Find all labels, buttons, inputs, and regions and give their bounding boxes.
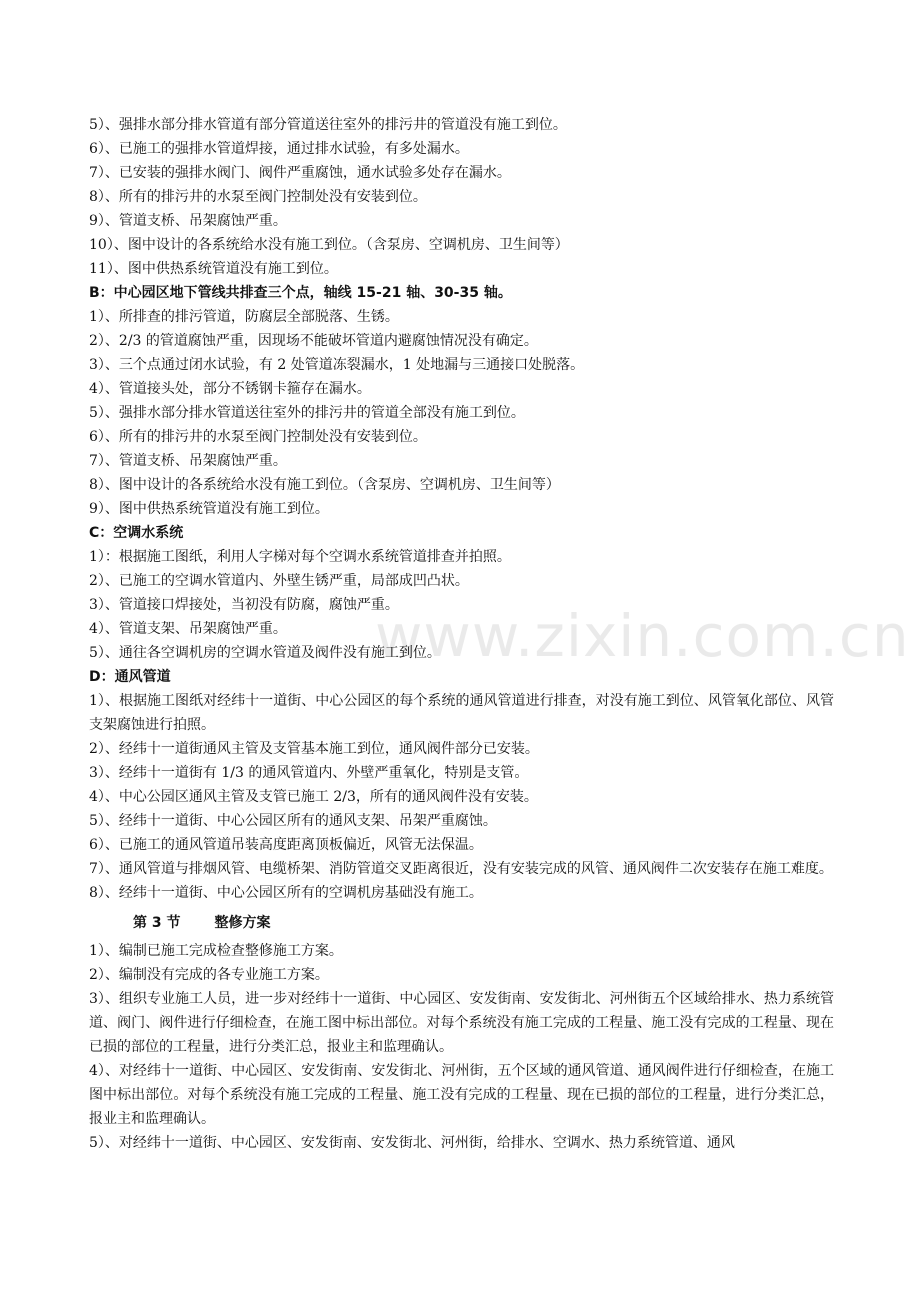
list-item: 3）、组织专业施工人员，进一步对经纬十一道街、中心园区、安发街南、安发街北、河州街五个区域给排水、热力系统管道、阀门、阀件进行仔细检查，在施工图中标出部位。对每个系统没有施工完成的工程量、施工没有完成的工程量、现在已损的部位的工程量，进行分类汇总，报业主和监理确认。 (89, 991, 834, 1055)
list-item: 9）、图中供热系统管道没有施工到位。 (89, 501, 329, 517)
list-item: 4）、对经纬十一道街、中心园区、安发街南、安发街北、河州街，五个区域的通风管道、通风阀件进行仔细检查，在施工图中标出部位。对每个系统没有施工完成的工程量、施工没有完成的工程量、现在已损的部位的工程量，进行分类汇总，报业主和监理确认。 (89, 1063, 834, 1127)
list-item: 3）、管道接口焊接处，当初没有防腐，腐蚀严重。 (89, 597, 399, 613)
list-item: 8）、所有的排污井的水泵至阀门控制处没有安装到位。 (89, 189, 427, 205)
list-item: 7）、通风管道与排烟风管、电缆桥架、消防管道交叉距离很近，没有安装完成的风管、通风阀件二次安装存在施工难度。 (89, 861, 833, 877)
list-item: 8）、图中设计的各系统给水没有施工到位。（含泵房、空调机房、卫生间等） (89, 477, 560, 493)
section-d-items (89, 689, 834, 905)
list-item: 9）、管道支桥、吊架腐蚀严重。 (89, 213, 287, 229)
section-3-title (89, 909, 834, 937)
list-item: 3）、三个点通过闭水试验，有 2 处管道冻裂漏水，1 处地漏与三通接口处脱落。 (89, 357, 585, 373)
section-number: 第 3 节 (133, 915, 181, 931)
list-item: 5）、经纬十一道街、中心公园区所有的通风支架、吊架严重腐蚀。 (89, 813, 497, 829)
list-item: 6）、已施工的通风管道吊装高度距离顶板偏近，风管无法保温。 (89, 837, 483, 853)
section-c-heading: C：空调水系统 (89, 525, 184, 541)
list-item: 6）、已施工的强排水管道焊接，通过排水试验，有多处漏水。 (89, 141, 469, 157)
list-item: 2）、2/3 的管道腐蚀严重，因现场不能破坏管道内避腐蚀情况没有确定。 (89, 333, 538, 349)
section-c-items (89, 545, 834, 665)
list-item: 7）、管道支桥、吊架腐蚀严重。 (89, 453, 287, 469)
section-name: 整修方案 (214, 915, 271, 931)
list-item: 11）、图中供热系统管道没有施工到位。 (89, 261, 338, 277)
list-item: 7）、已安装的强排水阀门、阀件严重腐蚀，通水试验多处存在漏水。 (89, 165, 511, 181)
list-item: 3）、经纬十一道街有 1/3 的通风管道内、外壁严重氧化，特别是支管。 (89, 765, 529, 781)
list-item: 10）、图中设计的各系统给水没有施工到位。（含泵房、空调机房、卫生间等） (89, 237, 569, 253)
list-item: 4）、中心公园区通风主管及支管已施工 2/3，所有的通风阀件没有安装。 (89, 789, 538, 805)
list-item: 5）、强排水部分排水管道有部分管道送往室外的排污井的管道没有施工到位。 (89, 117, 567, 133)
list-item: 8）、经纬十一道街、中心公园区所有的空调机房基础没有施工。 (89, 885, 483, 901)
list-item: 6）、所有的排污井的水泵至阀门控制处没有安装到位。 (89, 429, 427, 445)
list-item: 1）、根据施工图纸对经纬十一道街、中心公园区的每个系统的通风管道进行排查，对没有施工到位、风管氧化部位、风管支架腐蚀进行拍照。 (89, 693, 834, 733)
section-b-items (89, 305, 834, 521)
list-item: 5）、强排水部分排水管道送往室外的排污井的管道全部没有施工到位。 (89, 405, 525, 421)
list-item: 4）、管道支架、吊架腐蚀严重。 (89, 621, 287, 637)
section-a-items (89, 113, 834, 281)
list-item: 5）、对经纬十一道街、中心园区、安发街南、安发街北、河州街，给排水、空调水、热力系统管道、通风 (89, 1135, 735, 1151)
list-item: 1）：根据施工图纸，利用人字梯对每个空调水系统管道排查并拍照。 (89, 549, 511, 565)
list-item: 4）、管道接头处，部分不锈钢卡箍存在漏水。 (89, 381, 371, 397)
document-body (89, 113, 834, 1155)
section-d-heading: D：通风管道 (89, 669, 171, 685)
list-item: 2）、编制没有完成的各专业施工方案。 (89, 967, 329, 983)
section-b-heading: B：中心园区地下管线共排查三个点，轴线 15-21 轴、30-35 轴。 (89, 285, 512, 301)
list-item: 2）、已施工的空调水管道内、外壁生锈严重，局部成凹凸状。 (89, 573, 469, 589)
list-item: 5）、通往各空调机房的空调水管道及阀件没有施工到位。 (89, 645, 441, 661)
watermark: www.zixin.com.cn (375, 602, 910, 670)
list-item: 2）、经纬十一道街通风主管及支管基本施工到位，通风阀件部分已安装。 (89, 741, 539, 757)
list-item: 1）、所排查的排污管道，防腐层全部脱落、生锈。 (89, 309, 399, 325)
section-3-items (89, 939, 834, 1155)
list-item: 1）、编制已施工完成检查整修施工方案。 (89, 943, 343, 959)
